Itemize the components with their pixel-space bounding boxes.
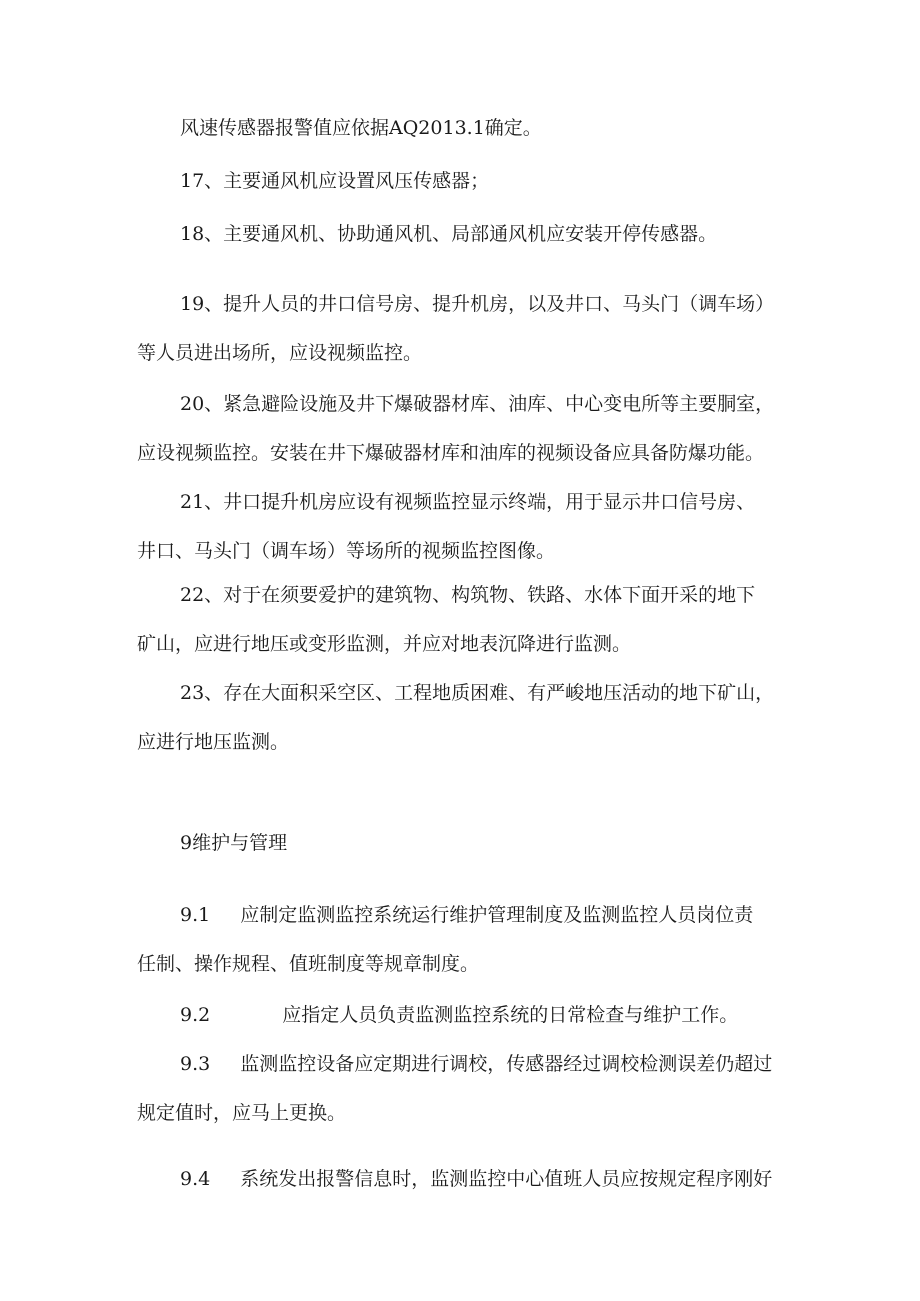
section-9-3-cont: 规定值时，应马上更换。	[137, 1102, 347, 1124]
section-heading: 9维护与管理	[180, 832, 288, 854]
list-item-21: 21、井口提升机房应设有视频监控显示终端，用于显示井口信号房、	[180, 491, 756, 513]
list-item-17: 17、主要通风机应设置风压传感器；	[180, 170, 490, 192]
section-9-3	[180, 1052, 772, 1076]
section-number: 9.1	[180, 904, 211, 926]
section-text: 应指定人员负责监测监控系统的日常检查与维护工作。	[282, 1004, 739, 1026]
list-item-20: 20、紧急避险设施及井下爆破器材库、油库、中心变电所等主要胴室，	[180, 393, 775, 415]
section-number: 9.4	[180, 1168, 211, 1190]
section-9-2	[180, 1003, 738, 1027]
list-item-20-cont: 应设视频监控。安装在井下爆破器材库和油库的视频设备应具备防爆功能。	[137, 442, 765, 464]
paragraph-line: 风速传感器报警值应依据AQ2013.1确定。	[180, 117, 542, 139]
section-9-1-cont: 任制、操作规程、值班制度等规章制度。	[137, 953, 480, 975]
list-item-22-cont: 矿山，应进行地压或变形监测，并应对地表沉降进行监测。	[137, 633, 632, 655]
section-9-1	[180, 903, 753, 927]
section-number: 9.3	[180, 1053, 211, 1075]
list-item-19: 19、提升人员的井口信号房、提升机房，以及井口、马头门（调车场）	[180, 293, 775, 315]
list-item-23-cont: 应进行地压监测。	[137, 731, 290, 753]
list-item-18: 18、主要通风机、协助通风机、局部通风机应安装开停传感器。	[180, 223, 718, 245]
section-number: 9.2	[180, 1004, 211, 1026]
section-text: 监测监控设备应定期进行调校，传感器经过调校检测误差仍超过	[240, 1053, 773, 1075]
section-text: 应制定监测监控系统运行维护管理制度及监测监控人员岗位责	[240, 904, 754, 926]
section-text: 系统发出报警信息时，监测监控中心值班人员应按规定程序刚好	[240, 1168, 773, 1190]
list-item-19-cont: 等人员进出场所，应设视频监控。	[137, 342, 423, 364]
list-item-23: 23、存在大面积采空区、工程地质困难、有严峻地压活动的地下矿山，	[180, 682, 775, 704]
list-item-21-cont: 井口、马头门（调车场）等场所的视频监控图像。	[137, 540, 556, 562]
list-item-22: 22、对于在须要爱护的建筑物、构筑物、铁路、水体下面开采的地下	[180, 584, 756, 606]
section-9-4	[180, 1167, 772, 1191]
